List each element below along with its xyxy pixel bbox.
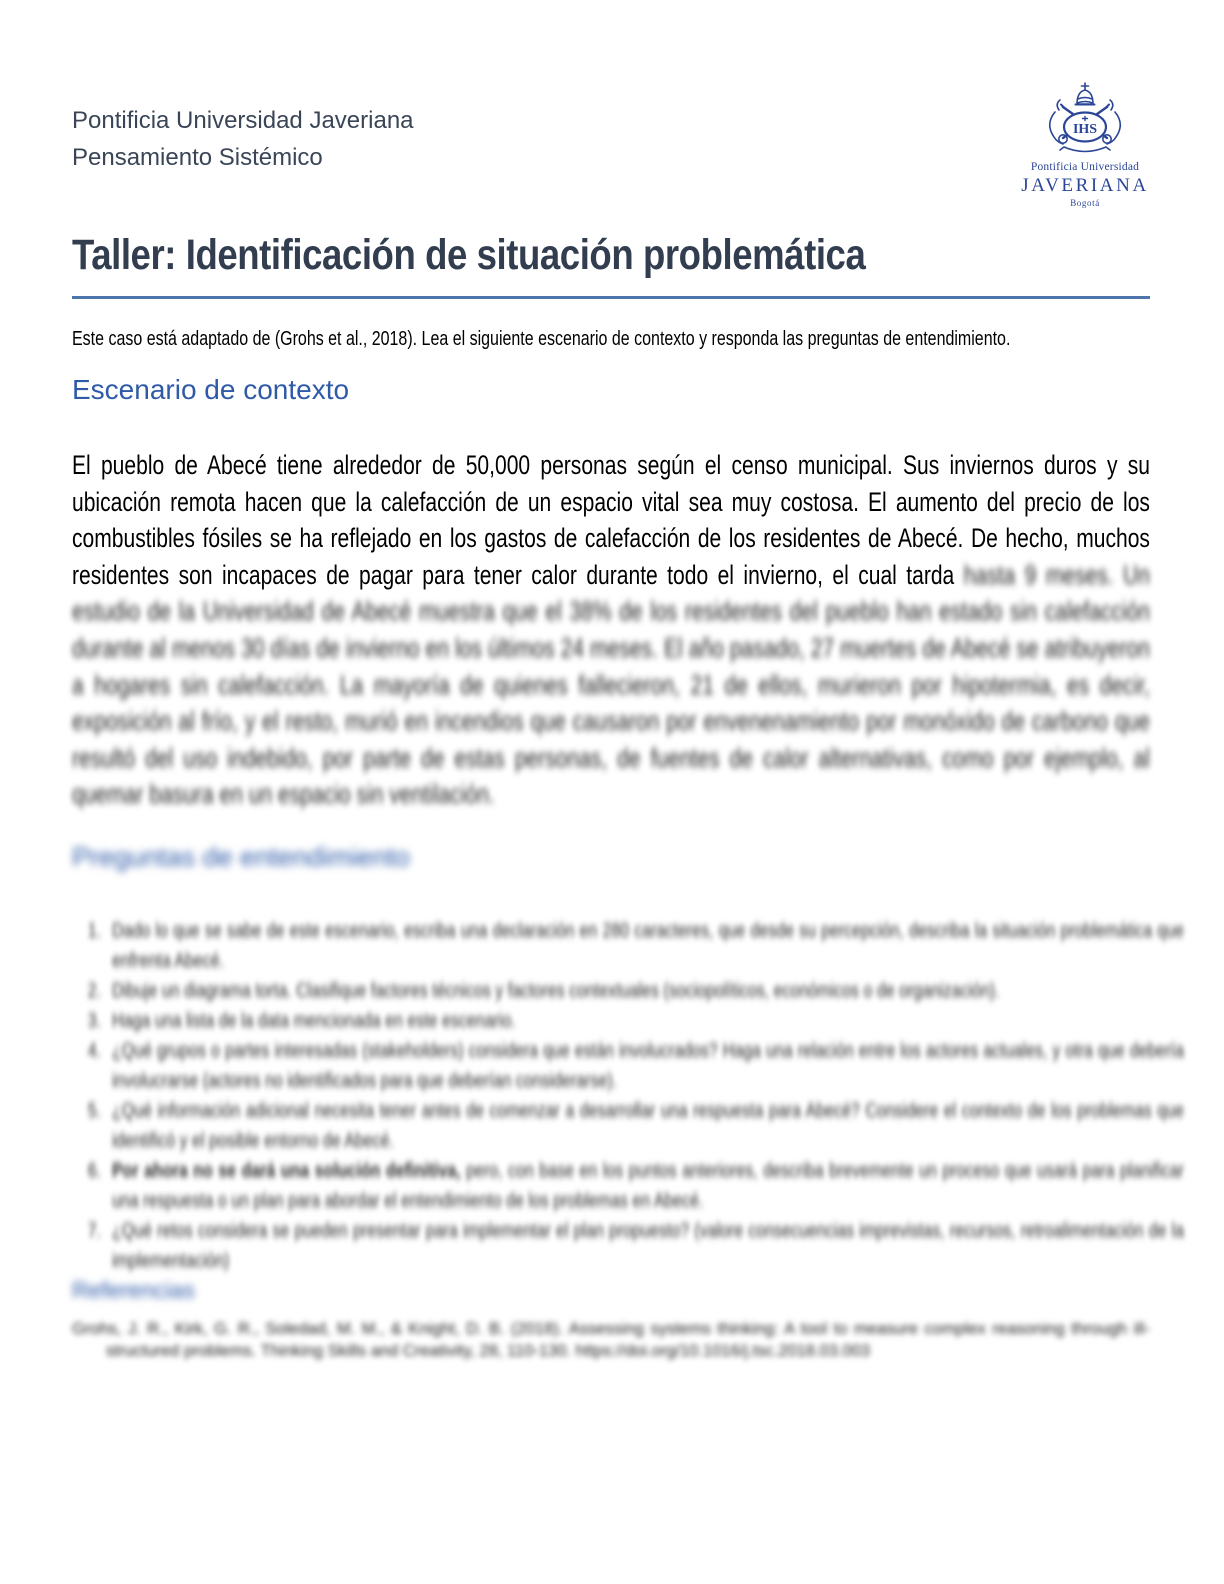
- intro-text: Este caso está adaptado de (Grohs et al., 2018). Lea el siguiente escenario de contexto y responda las preguntas de entendimiento.: [72, 328, 1011, 350]
- course-name: Pensamiento Sistémico: [72, 144, 323, 171]
- question-item-2: 2. Dibuje un diagrama torta. Clasifique factores técnicos y factores contextuales (sociopolíticos, económicos o de organización).: [106, 976, 1184, 1006]
- document-header: [72, 96, 1150, 209]
- question-item-3: 3. Haga una lista de la data mencionada en este escenario.: [106, 1006, 1184, 1036]
- scenario-section-heading: Escenario de contexto: [72, 374, 350, 405]
- title-divider: [72, 296, 1150, 299]
- logo-text-line3: Bogotá: [1070, 198, 1100, 208]
- university-logo: [1020, 80, 1150, 209]
- logo-text-line2: JAVERIANA: [1021, 175, 1149, 196]
- questions-section-heading: Preguntas de entendimiento: [72, 841, 410, 872]
- scenario-visible-text: El pueblo de Abecé tiene alrededor de 50,000 personas según el censo municipal. Sus inviernos duros y su ubicación remota hacen que la calefacción de un espacio vital sea muy costosa. El aumento del precio de los combustibles fósiles se ha reflejado en los gastos de calefacción de los residentes de Abecé. De hecho, muchos residentes son incapaces de pagar para tener calor durante todo el invierno, el cual tarda: [72, 450, 1150, 590]
- university-crest-icon: [1033, 80, 1137, 160]
- question-item-6: 6. Por ahora no se dará una solución definitiva, pero, con base en los puntos anteriores, describa brevemente un proceso que usará para planificar una respuesta o un plan para abordar el entendimiento de los problemas en Abecé.: [106, 1156, 1184, 1216]
- svg-text:IHS: IHS: [1072, 122, 1098, 137]
- references-section-heading: Referencias: [72, 1276, 195, 1303]
- question-item-4: 4. ¿Qué grupos o partes interesadas (stakeholders) considera que están involucrados? Haga una relación entre los actores actuales, y otra que debería involucrarse (actores no identificados para que deberían considerarse).: [106, 1036, 1184, 1096]
- question-item-1: 1. Dado lo que se sabe de este escenario, escriba una declaración en 280 caracteres, que desde su percepción, describa la situación problemática que enfrenta Abecé.: [106, 916, 1184, 976]
- scenario-paragraph: [72, 447, 1150, 813]
- logo-text-line1: Pontificia Universidad: [1030, 161, 1140, 173]
- page-title: Taller: Identificación de situación problemática: [72, 231, 866, 279]
- header-text-block: [72, 102, 414, 176]
- reference-entry: Grohs, J. R., Kirk, G. R., Soledad, M. M., & Knight, D. B. (2018). Assessing systems thinking: A tool to measure complex reasoning through ill-structured problems. Thinking Skills and Creativity, 28, 110-130. https://doi.org/10.1016/j.tsc.2018.03.003: [72, 1319, 1150, 1360]
- scenario-blurred-text: hasta 9 meses. Un estudio de la Universidad de Abecé muestra que el 38% de los residentes del pueblo han estado sin calefacción durante al menos 30 días de invierno en los últimos 24 meses. El año pasado, 27 muertes de Abecé se atribuyeron a hogares sin calefacción. La mayoría de quienes fallecieron, 21 de ellos, murieron por hipotermia, es decir, exposición al frío, y el resto, murió en incendios que causaron por envenenamiento por monóxido de carbono que resultó del uso indebido, por parte de estas personas, de fuentes de calor alternativas, como por ejemplo, al quemar basura en un espacio sin ventilación.: [72, 559, 1150, 810]
- questions-list: [72, 916, 1184, 1276]
- institution-name: Pontificia Universidad Javeriana: [72, 107, 414, 134]
- question-item-5: 5. ¿Qué información adicional necesita tener antes de comenzar a desarrollar una respuesta para Abecé? Considere el contexto de los problemas que identificó y el posible entorno de Abecé.: [106, 1096, 1184, 1156]
- question-item-7: 7. ¿Qué retos considera se pueden presentar para implementar el plan propuesto? (valore consecuencias imprevistas, recursos, retroalimentación de la implementación): [106, 1216, 1184, 1276]
